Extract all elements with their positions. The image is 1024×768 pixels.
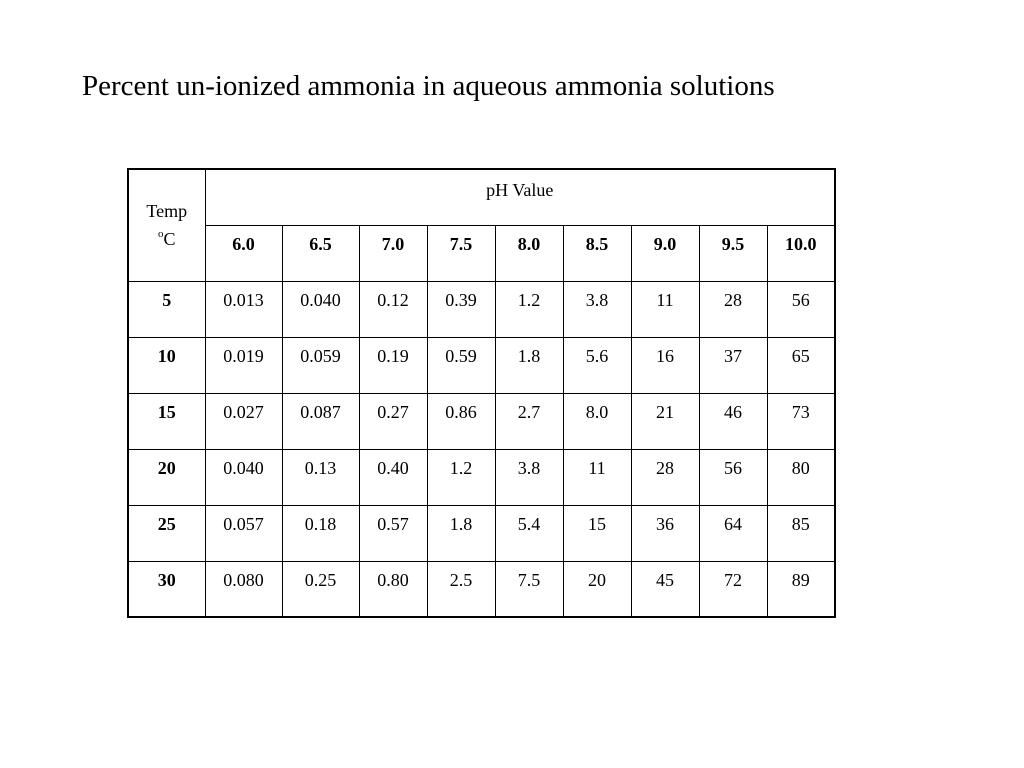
- value-cell: 1.8: [427, 505, 495, 561]
- value-cell: 46: [699, 393, 767, 449]
- temp-header-unit: C: [163, 229, 176, 250]
- value-cell: 36: [631, 505, 699, 561]
- ph-column-header: 10.0: [767, 225, 835, 281]
- value-cell: 0.059: [282, 337, 359, 393]
- page-title: Percent un-ionized ammonia in aqueous ammonia solutions: [82, 70, 775, 102]
- ph-value-header: pH Value: [205, 169, 835, 225]
- value-cell: 0.80: [359, 561, 427, 617]
- value-cell: 0.080: [205, 561, 282, 617]
- value-cell: 0.040: [205, 449, 282, 505]
- temp-cell: 30: [128, 561, 205, 617]
- value-cell: 0.027: [205, 393, 282, 449]
- degree-symbol: o: [157, 228, 164, 241]
- value-cell: 0.13: [282, 449, 359, 505]
- value-cell: 0.087: [282, 393, 359, 449]
- temp-header-label: Temp: [146, 201, 188, 222]
- table-row: [128, 393, 835, 449]
- ph-column-header: 7.0: [359, 225, 427, 281]
- temp-cell: 15: [128, 393, 205, 449]
- temp-cell: 25: [128, 505, 205, 561]
- value-cell: 0.19: [359, 337, 427, 393]
- value-cell: 15: [563, 505, 631, 561]
- value-cell: 85: [767, 505, 835, 561]
- value-cell: 11: [631, 281, 699, 337]
- ph-column-header: 6.5: [282, 225, 359, 281]
- value-cell: 0.18: [282, 505, 359, 561]
- value-cell: 1.8: [495, 337, 563, 393]
- table-row: [128, 281, 835, 337]
- value-cell: 0.040: [282, 281, 359, 337]
- ph-column-header: 8.0: [495, 225, 563, 281]
- ph-column-header: 7.5: [427, 225, 495, 281]
- value-cell: 20: [563, 561, 631, 617]
- temp-cell: 10: [128, 337, 205, 393]
- value-cell: 8.0: [563, 393, 631, 449]
- value-cell: 1.2: [427, 449, 495, 505]
- ammonia-table: [127, 168, 836, 618]
- value-cell: 89: [767, 561, 835, 617]
- value-cell: 28: [631, 449, 699, 505]
- value-cell: 5.6: [563, 337, 631, 393]
- value-cell: 2.7: [495, 393, 563, 449]
- value-cell: 0.013: [205, 281, 282, 337]
- value-cell: 45: [631, 561, 699, 617]
- value-cell: 37: [699, 337, 767, 393]
- value-cell: 11: [563, 449, 631, 505]
- value-cell: 0.57: [359, 505, 427, 561]
- ph-column-header: 9.5: [699, 225, 767, 281]
- value-cell: 28: [699, 281, 767, 337]
- ph-header-row: [128, 169, 835, 225]
- value-cell: 56: [699, 449, 767, 505]
- value-cell: 65: [767, 337, 835, 393]
- value-cell: 7.5: [495, 561, 563, 617]
- ph-column-header: 6.0: [205, 225, 282, 281]
- value-cell: 0.40: [359, 449, 427, 505]
- temp-cell: 20: [128, 449, 205, 505]
- value-cell: 3.8: [495, 449, 563, 505]
- table-row: [128, 561, 835, 617]
- value-cell: 2.5: [427, 561, 495, 617]
- value-cell: 3.8: [563, 281, 631, 337]
- value-cell: 0.86: [427, 393, 495, 449]
- value-cell: 16: [631, 337, 699, 393]
- temp-cell: 5: [128, 281, 205, 337]
- table-row: [128, 505, 835, 561]
- value-cell: 1.2: [495, 281, 563, 337]
- value-cell: 73: [767, 393, 835, 449]
- ph-values-row: [128, 225, 835, 281]
- value-cell: 0.59: [427, 337, 495, 393]
- value-cell: 0.019: [205, 337, 282, 393]
- value-cell: 0.057: [205, 505, 282, 561]
- temp-header-cell: [128, 169, 205, 281]
- value-cell: 5.4: [495, 505, 563, 561]
- ph-column-header: 9.0: [631, 225, 699, 281]
- value-cell: 64: [699, 505, 767, 561]
- value-cell: 72: [699, 561, 767, 617]
- value-cell: 0.25: [282, 561, 359, 617]
- table-row: [128, 337, 835, 393]
- value-cell: 80: [767, 449, 835, 505]
- value-cell: 56: [767, 281, 835, 337]
- value-cell: 21: [631, 393, 699, 449]
- value-cell: 0.12: [359, 281, 427, 337]
- ph-column-header: 8.5: [563, 225, 631, 281]
- value-cell: 0.39: [427, 281, 495, 337]
- table-row: [128, 449, 835, 505]
- value-cell: 0.27: [359, 393, 427, 449]
